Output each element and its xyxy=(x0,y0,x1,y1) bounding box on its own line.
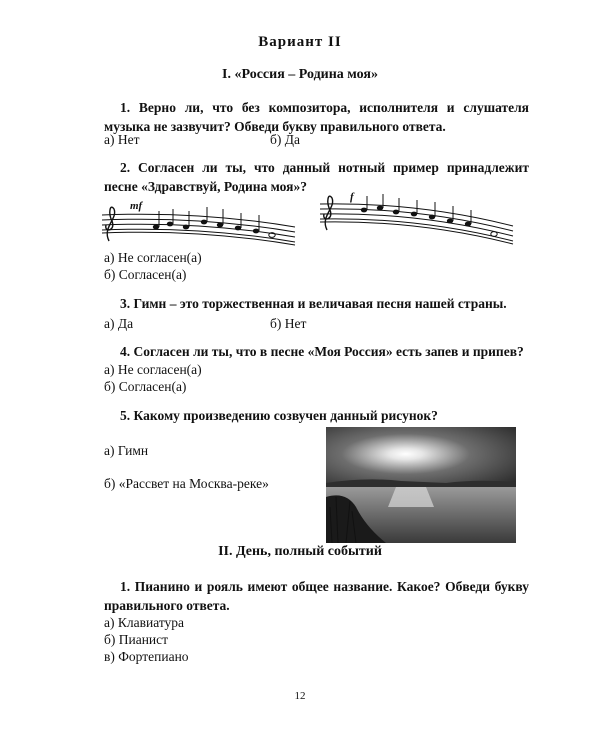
question-2 xyxy=(104,158,529,196)
s2q1-option-c[interactable]: в) Фортепиано xyxy=(104,649,189,664)
sunrise-river-image xyxy=(326,427,516,543)
section-2-question-1-text: 1. Пианино и рояль имеют общее название. Какое? Обведи букву правильного ответа. xyxy=(104,579,529,613)
q4-option-a[interactable]: а) Не согласен(а) xyxy=(104,362,202,377)
q2-option-b[interactable]: б) Согласен(а) xyxy=(104,267,187,282)
q2-option-a[interactable]: а) Не согласен(а) xyxy=(104,250,202,265)
variant-title: Вариант II xyxy=(258,34,342,50)
question-1-text: 1. Верно ли, что без композитора, исполнителя и слушателя музыка не зазвучит? Обведи букву правильного ответа. xyxy=(104,100,529,134)
section-2-title: II. День, полный событий xyxy=(218,544,382,559)
q5-option-b[interactable]: б) «Рассвет на Москва-реке» xyxy=(104,476,269,491)
question-4 xyxy=(104,342,529,361)
question-2-text: 2. Согласен ли ты, что данный нотный пример принадлежит песне «Здравствуй, Родина моя»? xyxy=(104,160,529,194)
question-4-text: 4. Согласен ли ты, что в песне «Моя Россия» есть запев и припев? xyxy=(120,344,524,359)
s2q1-option-a[interactable]: а) Клавиатура xyxy=(104,615,185,630)
q3-option-a[interactable]: а) Да xyxy=(104,316,134,331)
section-2-question-1 xyxy=(104,577,529,615)
question-1 xyxy=(104,98,529,136)
q4-option-b[interactable]: б) Согласен(а) xyxy=(104,379,187,394)
question-5-text: 5. Какому произведению созвучен данный рисунок? xyxy=(120,408,438,423)
dynamic-mark-mf: mf xyxy=(130,200,143,212)
question-3-text: 3. Гимн – это торжественная и величавая песня нашей страны. xyxy=(120,296,507,311)
question-5 xyxy=(104,406,529,425)
page-number: 12 xyxy=(294,690,306,702)
q3-option-b[interactable]: б) Нет xyxy=(270,316,307,331)
q1-option-a[interactable]: а) Нет xyxy=(104,132,140,147)
q1-option-b[interactable]: б) Да xyxy=(270,132,300,147)
q5-option-a[interactable]: а) Гимн xyxy=(104,443,149,458)
s2q1-option-b[interactable]: б) Пианист xyxy=(104,632,169,647)
section-1-title: I. «Россия – Родина моя» xyxy=(222,67,378,82)
music-notation-left xyxy=(100,197,300,247)
music-notation-right xyxy=(318,192,518,247)
dynamic-mark-f: f xyxy=(350,192,354,203)
question-3 xyxy=(104,294,529,313)
